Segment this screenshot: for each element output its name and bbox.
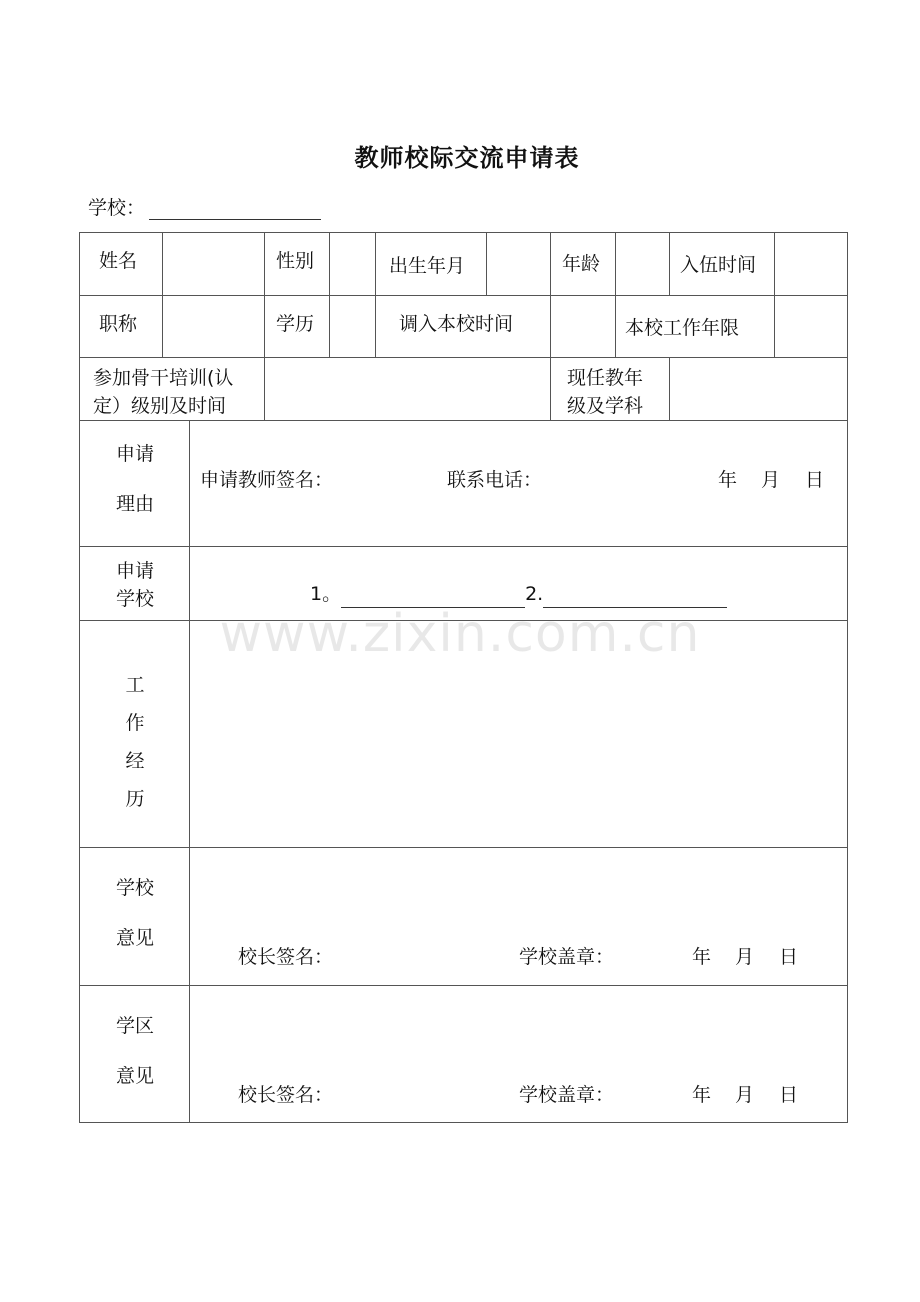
training-label-1: 参加骨干培训(认 <box>93 367 234 389</box>
reason-day: 日 <box>805 469 825 491</box>
school-blank[interactable] <box>149 199 321 220</box>
gender-label: 性别 <box>276 250 315 272</box>
enlist-label: 入伍时间 <box>680 254 757 276</box>
school-field <box>88 193 321 220</box>
reason-label: 申请 理由 <box>115 443 154 515</box>
choice-1-label: 1。 <box>310 583 342 605</box>
school-label: 学校： <box>88 197 146 219</box>
education-label: 学历 <box>276 313 315 335</box>
current-label-1: 现任教年 <box>567 367 644 389</box>
school-year: 年 <box>692 946 712 968</box>
teacher-signature-label: 申请教师签名： <box>200 469 334 491</box>
choice-2-label: 2. <box>525 583 544 605</box>
district-month: 月 <box>735 1084 755 1106</box>
work-experience-label: 工 作 经 历 <box>125 674 145 810</box>
title-label: 职称 <box>99 313 138 335</box>
watermark: www.zixin.com.cn <box>219 604 701 664</box>
transfer-time-label: 调入本校时间 <box>399 313 514 335</box>
age-label: 年龄 <box>562 253 601 275</box>
school-opinion-label: 学校 意见 <box>115 877 154 949</box>
work-years-label: 本校工作年限 <box>625 317 740 339</box>
training-label-2: 定）级别及时间 <box>93 395 227 417</box>
district-principal-signature: 校长签名： <box>238 1084 334 1106</box>
district-year: 年 <box>692 1084 712 1106</box>
reason-year: 年 <box>718 469 738 491</box>
school-day: 日 <box>779 946 799 968</box>
school-principal-signature: 校长签名： <box>238 946 334 968</box>
name-label: 姓名 <box>99 250 138 272</box>
reason-month: 月 <box>761 469 781 491</box>
district-opinion-label: 学区 意见 <box>115 1015 154 1087</box>
district-day: 日 <box>779 1084 799 1106</box>
school-month: 月 <box>735 946 755 968</box>
form-title: 教师校际交流申请表 <box>354 143 580 172</box>
district-seal: 学校盖章： <box>519 1084 615 1106</box>
apply-school-label: 申请 学校 <box>115 560 154 610</box>
phone-label: 联系电话： <box>447 469 543 491</box>
school-seal: 学校盖章： <box>519 946 615 968</box>
birth-label: 出生年月 <box>389 255 466 277</box>
current-label-2: 级及学科 <box>567 395 644 417</box>
